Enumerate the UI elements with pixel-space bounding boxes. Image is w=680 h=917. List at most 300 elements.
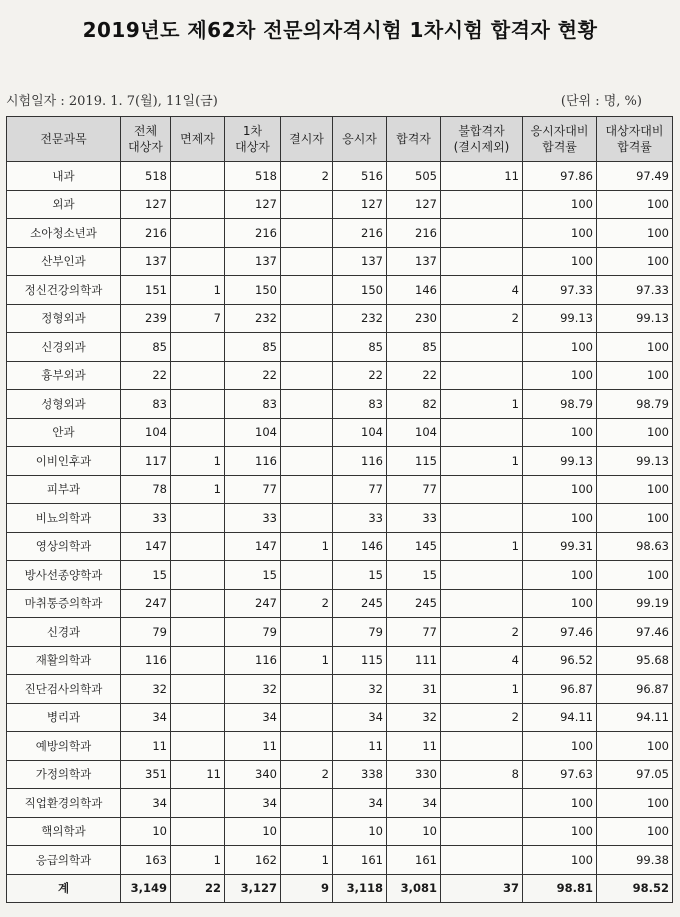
- page-title: 2019년도 제62차 전문의자격시험 1차시험 합격자 현황: [82, 18, 598, 42]
- value-cell: 94.11: [523, 703, 597, 732]
- subject-cell: 피부과: [7, 475, 121, 504]
- unit-note: (단위 : 명, %): [560, 94, 642, 109]
- value-cell: 78: [121, 475, 171, 504]
- value-cell: 31: [387, 675, 441, 704]
- value-cell: 10: [225, 817, 281, 846]
- value-cell: [441, 817, 523, 846]
- table-row: [7, 276, 673, 305]
- value-cell: [441, 732, 523, 761]
- column-header: [441, 117, 523, 162]
- value-cell: 99.13: [597, 447, 673, 476]
- value-cell: 100: [597, 418, 673, 447]
- value-cell: [281, 390, 333, 419]
- value-cell: 4: [441, 276, 523, 305]
- value-cell: 79: [225, 618, 281, 647]
- total-value-cell: 9: [281, 874, 333, 903]
- value-cell: 100: [523, 561, 597, 590]
- value-cell: 100: [597, 333, 673, 362]
- value-cell: 34: [387, 789, 441, 818]
- value-cell: [171, 561, 225, 590]
- value-cell: 11: [121, 732, 171, 761]
- value-cell: 245: [387, 589, 441, 618]
- subject-cell: 직업환경의학과: [7, 789, 121, 818]
- value-cell: 96.87: [597, 675, 673, 704]
- value-cell: [171, 247, 225, 276]
- value-cell: 247: [225, 589, 281, 618]
- table-row: [7, 333, 673, 362]
- value-cell: [171, 418, 225, 447]
- value-cell: 1: [441, 675, 523, 704]
- value-cell: 99.13: [523, 304, 597, 333]
- value-cell: [281, 276, 333, 305]
- value-cell: 137: [225, 247, 281, 276]
- value-cell: 100: [523, 789, 597, 818]
- value-cell: [281, 475, 333, 504]
- value-cell: 104: [387, 418, 441, 447]
- value-cell: 97.46: [597, 618, 673, 647]
- total-row: [7, 874, 673, 903]
- value-cell: 100: [523, 190, 597, 219]
- value-cell: [281, 190, 333, 219]
- value-cell: 1: [441, 532, 523, 561]
- value-cell: [281, 504, 333, 533]
- table-row: [7, 646, 673, 675]
- table-row: [7, 504, 673, 533]
- value-cell: 97.46: [523, 618, 597, 647]
- value-cell: 146: [333, 532, 387, 561]
- column-header: [225, 117, 281, 162]
- value-cell: [441, 789, 523, 818]
- value-cell: 34: [121, 789, 171, 818]
- column-header: [523, 117, 597, 162]
- value-cell: [281, 333, 333, 362]
- table-row: [7, 304, 673, 333]
- value-cell: [171, 646, 225, 675]
- value-cell: 22: [333, 361, 387, 390]
- value-cell: 161: [387, 846, 441, 875]
- value-cell: 1: [441, 390, 523, 419]
- total-value-cell: 3,118: [333, 874, 387, 903]
- value-cell: 100: [597, 732, 673, 761]
- value-cell: 15: [333, 561, 387, 590]
- value-cell: 127: [121, 190, 171, 219]
- table-row: [7, 732, 673, 761]
- value-cell: 34: [333, 703, 387, 732]
- value-cell: 22: [121, 361, 171, 390]
- value-cell: 151: [121, 276, 171, 305]
- value-cell: 2: [281, 589, 333, 618]
- value-cell: [171, 333, 225, 362]
- subject-cell: 신경과: [7, 618, 121, 647]
- subject-cell: 이비인후과: [7, 447, 121, 476]
- subject-cell: 신경외과: [7, 333, 121, 362]
- exam-date: 시험일자 : 2019. 1. 7(월), 11일(금): [6, 94, 218, 109]
- value-cell: 239: [121, 304, 171, 333]
- value-cell: 104: [333, 418, 387, 447]
- value-cell: 100: [523, 247, 597, 276]
- subject-cell: 외과: [7, 190, 121, 219]
- column-header-line: 대상자: [128, 140, 163, 154]
- subject-cell: 방사선종양학과: [7, 561, 121, 590]
- value-cell: 85: [333, 333, 387, 362]
- value-cell: 96.52: [523, 646, 597, 675]
- total-value-cell: 3,149: [121, 874, 171, 903]
- value-cell: 100: [597, 190, 673, 219]
- value-cell: 99.13: [597, 304, 673, 333]
- column-header: [387, 117, 441, 162]
- value-cell: 97.05: [597, 760, 673, 789]
- value-cell: 100: [597, 247, 673, 276]
- value-cell: 338: [333, 760, 387, 789]
- value-cell: [281, 418, 333, 447]
- value-cell: 2: [441, 304, 523, 333]
- value-cell: 1: [281, 846, 333, 875]
- value-cell: 137: [333, 247, 387, 276]
- value-cell: 32: [333, 675, 387, 704]
- column-header-line: 합격자: [396, 132, 431, 146]
- column-header: [597, 117, 673, 162]
- value-cell: [171, 361, 225, 390]
- table-row: [7, 219, 673, 248]
- value-cell: [281, 247, 333, 276]
- value-cell: 99.13: [523, 447, 597, 476]
- value-cell: 100: [597, 219, 673, 248]
- value-cell: 100: [597, 789, 673, 818]
- value-cell: 216: [387, 219, 441, 248]
- value-cell: 1: [281, 532, 333, 561]
- value-cell: 127: [387, 190, 441, 219]
- total-label: 계: [7, 874, 121, 903]
- value-cell: 33: [121, 504, 171, 533]
- value-cell: 147: [121, 532, 171, 561]
- value-cell: 22: [387, 361, 441, 390]
- value-cell: [171, 532, 225, 561]
- value-cell: [171, 589, 225, 618]
- subject-cell: 안과: [7, 418, 121, 447]
- column-header-line: 응시자대비: [530, 124, 589, 138]
- value-cell: 32: [225, 675, 281, 704]
- value-cell: 15: [387, 561, 441, 590]
- table-row: [7, 162, 673, 191]
- value-cell: 100: [597, 817, 673, 846]
- column-header-line: 응시자: [342, 132, 377, 146]
- value-cell: [281, 447, 333, 476]
- table-row: [7, 418, 673, 447]
- value-cell: 97.63: [523, 760, 597, 789]
- subject-cell: 비뇨의학과: [7, 504, 121, 533]
- value-cell: 99.19: [597, 589, 673, 618]
- value-cell: 11: [171, 760, 225, 789]
- value-cell: 34: [225, 703, 281, 732]
- value-cell: 34: [121, 703, 171, 732]
- value-cell: 163: [121, 846, 171, 875]
- value-cell: 33: [225, 504, 281, 533]
- value-cell: 22: [225, 361, 281, 390]
- subject-cell: 산부인과: [7, 247, 121, 276]
- value-cell: 98.79: [597, 390, 673, 419]
- value-cell: 34: [225, 789, 281, 818]
- value-cell: [441, 247, 523, 276]
- value-cell: 145: [387, 532, 441, 561]
- value-cell: 15: [121, 561, 171, 590]
- value-cell: 2: [441, 703, 523, 732]
- subject-cell: 병리과: [7, 703, 121, 732]
- column-header-line: 전문과목: [40, 132, 87, 146]
- value-cell: 100: [523, 504, 597, 533]
- value-cell: 147: [225, 532, 281, 561]
- value-cell: 100: [523, 732, 597, 761]
- value-cell: 1: [171, 276, 225, 305]
- value-cell: 96.87: [523, 675, 597, 704]
- subject-cell: 영상의학과: [7, 532, 121, 561]
- table-row: [7, 561, 673, 590]
- value-cell: 245: [333, 589, 387, 618]
- results-table: [6, 116, 673, 903]
- value-cell: 10: [387, 817, 441, 846]
- table-row: [7, 789, 673, 818]
- value-cell: [441, 361, 523, 390]
- column-header-line: 합격률: [542, 140, 577, 154]
- value-cell: 116: [225, 646, 281, 675]
- value-cell: [171, 219, 225, 248]
- column-header: [281, 117, 333, 162]
- value-cell: [171, 703, 225, 732]
- table-row: [7, 675, 673, 704]
- column-header-line: 대상자대비: [605, 124, 664, 138]
- value-cell: 150: [333, 276, 387, 305]
- value-cell: 1: [171, 447, 225, 476]
- value-cell: 232: [333, 304, 387, 333]
- value-cell: 116: [121, 646, 171, 675]
- value-cell: [281, 618, 333, 647]
- value-cell: [171, 190, 225, 219]
- value-cell: [281, 675, 333, 704]
- value-cell: 1: [171, 846, 225, 875]
- value-cell: 99.38: [597, 846, 673, 875]
- column-header: [7, 117, 121, 162]
- value-cell: 104: [121, 418, 171, 447]
- value-cell: [441, 418, 523, 447]
- value-cell: 2: [441, 618, 523, 647]
- column-header-line: 1차: [242, 124, 263, 138]
- value-cell: 11: [387, 732, 441, 761]
- value-cell: [441, 504, 523, 533]
- value-cell: [281, 219, 333, 248]
- total-value-cell: 98.52: [597, 874, 673, 903]
- value-cell: 94.11: [597, 703, 673, 732]
- table-header-row: [7, 117, 673, 162]
- value-cell: 8: [441, 760, 523, 789]
- subject-cell: 재활의학과: [7, 646, 121, 675]
- value-cell: 4: [441, 646, 523, 675]
- subject-cell: 성형외과: [7, 390, 121, 419]
- value-cell: 77: [333, 475, 387, 504]
- value-cell: 95.68: [597, 646, 673, 675]
- value-cell: 1: [441, 447, 523, 476]
- value-cell: 330: [387, 760, 441, 789]
- value-cell: 83: [333, 390, 387, 419]
- subject-cell: 마취통증의학과: [7, 589, 121, 618]
- subject-cell: 응급의학과: [7, 846, 121, 875]
- value-cell: [441, 475, 523, 504]
- value-cell: 79: [333, 618, 387, 647]
- value-cell: 137: [387, 247, 441, 276]
- value-cell: 505: [387, 162, 441, 191]
- value-cell: [171, 618, 225, 647]
- value-cell: 216: [121, 219, 171, 248]
- column-header: [171, 117, 225, 162]
- value-cell: 518: [121, 162, 171, 191]
- subject-cell: 정신건강의학과: [7, 276, 121, 305]
- table-row: [7, 190, 673, 219]
- value-cell: 351: [121, 760, 171, 789]
- table-row: [7, 475, 673, 504]
- value-cell: [441, 846, 523, 875]
- column-header: [121, 117, 171, 162]
- table-row: [7, 760, 673, 789]
- value-cell: 77: [387, 475, 441, 504]
- value-cell: 100: [523, 846, 597, 875]
- value-cell: 77: [387, 618, 441, 647]
- value-cell: 15: [225, 561, 281, 590]
- subject-cell: 진단검사의학과: [7, 675, 121, 704]
- value-cell: [441, 561, 523, 590]
- value-cell: 97.86: [523, 162, 597, 191]
- table-row: [7, 703, 673, 732]
- total-value-cell: 22: [171, 874, 225, 903]
- value-cell: [171, 817, 225, 846]
- value-cell: 116: [225, 447, 281, 476]
- column-header-line: 대상자: [235, 140, 270, 154]
- value-cell: 11: [441, 162, 523, 191]
- column-header-line: 합격률: [617, 140, 652, 154]
- value-cell: 10: [121, 817, 171, 846]
- value-cell: 7: [171, 304, 225, 333]
- value-cell: 100: [597, 504, 673, 533]
- value-cell: 100: [523, 589, 597, 618]
- table-row: [7, 846, 673, 875]
- table-row: [7, 589, 673, 618]
- value-cell: 161: [333, 846, 387, 875]
- value-cell: 127: [333, 190, 387, 219]
- value-cell: 116: [333, 447, 387, 476]
- value-cell: 100: [523, 361, 597, 390]
- value-cell: 85: [121, 333, 171, 362]
- table-row: [7, 447, 673, 476]
- value-cell: 516: [333, 162, 387, 191]
- value-cell: 230: [387, 304, 441, 333]
- value-cell: 85: [387, 333, 441, 362]
- value-cell: 32: [387, 703, 441, 732]
- value-cell: 146: [387, 276, 441, 305]
- value-cell: 10: [333, 817, 387, 846]
- value-cell: 79: [121, 618, 171, 647]
- value-cell: [441, 190, 523, 219]
- value-cell: 232: [225, 304, 281, 333]
- value-cell: 127: [225, 190, 281, 219]
- value-cell: [441, 219, 523, 248]
- value-cell: 216: [333, 219, 387, 248]
- value-cell: 2: [281, 162, 333, 191]
- value-cell: 99.31: [523, 532, 597, 561]
- value-cell: 33: [333, 504, 387, 533]
- total-value-cell: 98.81: [523, 874, 597, 903]
- value-cell: [171, 162, 225, 191]
- table-body: [7, 162, 673, 903]
- value-cell: 2: [281, 760, 333, 789]
- value-cell: 83: [225, 390, 281, 419]
- value-cell: [281, 789, 333, 818]
- subject-cell: 내과: [7, 162, 121, 191]
- total-value-cell: 3,081: [387, 874, 441, 903]
- total-value-cell: 3,127: [225, 874, 281, 903]
- value-cell: [171, 675, 225, 704]
- value-cell: 100: [523, 418, 597, 447]
- subject-cell: 정형외과: [7, 304, 121, 333]
- value-cell: 137: [121, 247, 171, 276]
- subject-cell: 소아청소년과: [7, 219, 121, 248]
- value-cell: [441, 589, 523, 618]
- exam-info: [6, 90, 670, 109]
- value-cell: 100: [597, 475, 673, 504]
- value-cell: 162: [225, 846, 281, 875]
- table-row: [7, 817, 673, 846]
- value-cell: [281, 703, 333, 732]
- value-cell: 85: [225, 333, 281, 362]
- value-cell: [441, 333, 523, 362]
- column-header-line: 전체: [133, 124, 158, 138]
- table-row: [7, 532, 673, 561]
- value-cell: [171, 789, 225, 818]
- table-row: [7, 390, 673, 419]
- value-cell: 100: [523, 475, 597, 504]
- value-cell: 77: [225, 475, 281, 504]
- subject-cell: 핵의학과: [7, 817, 121, 846]
- value-cell: 97.33: [523, 276, 597, 305]
- value-cell: 111: [387, 646, 441, 675]
- value-cell: 100: [597, 361, 673, 390]
- value-cell: 150: [225, 276, 281, 305]
- value-cell: [281, 361, 333, 390]
- value-cell: 117: [121, 447, 171, 476]
- value-cell: 97.33: [597, 276, 673, 305]
- total-value-cell: 37: [441, 874, 523, 903]
- value-cell: 100: [597, 561, 673, 590]
- subject-cell: 예방의학과: [7, 732, 121, 761]
- value-cell: 216: [225, 219, 281, 248]
- value-cell: 97.49: [597, 162, 673, 191]
- column-header-line: 불합격자: [458, 124, 505, 138]
- column-header-line: 결시자: [289, 132, 324, 146]
- column-header: [333, 117, 387, 162]
- value-cell: [171, 732, 225, 761]
- subject-cell: 흉부외과: [7, 361, 121, 390]
- value-cell: 83: [121, 390, 171, 419]
- table-row: [7, 618, 673, 647]
- value-cell: 247: [121, 589, 171, 618]
- value-cell: 98.63: [597, 532, 673, 561]
- value-cell: 11: [333, 732, 387, 761]
- value-cell: [281, 732, 333, 761]
- value-cell: [171, 504, 225, 533]
- value-cell: [281, 304, 333, 333]
- column-header-line: (결시제외): [453, 140, 510, 154]
- table-row: [7, 361, 673, 390]
- value-cell: 34: [333, 789, 387, 818]
- value-cell: 11: [225, 732, 281, 761]
- value-cell: 32: [121, 675, 171, 704]
- value-cell: 33: [387, 504, 441, 533]
